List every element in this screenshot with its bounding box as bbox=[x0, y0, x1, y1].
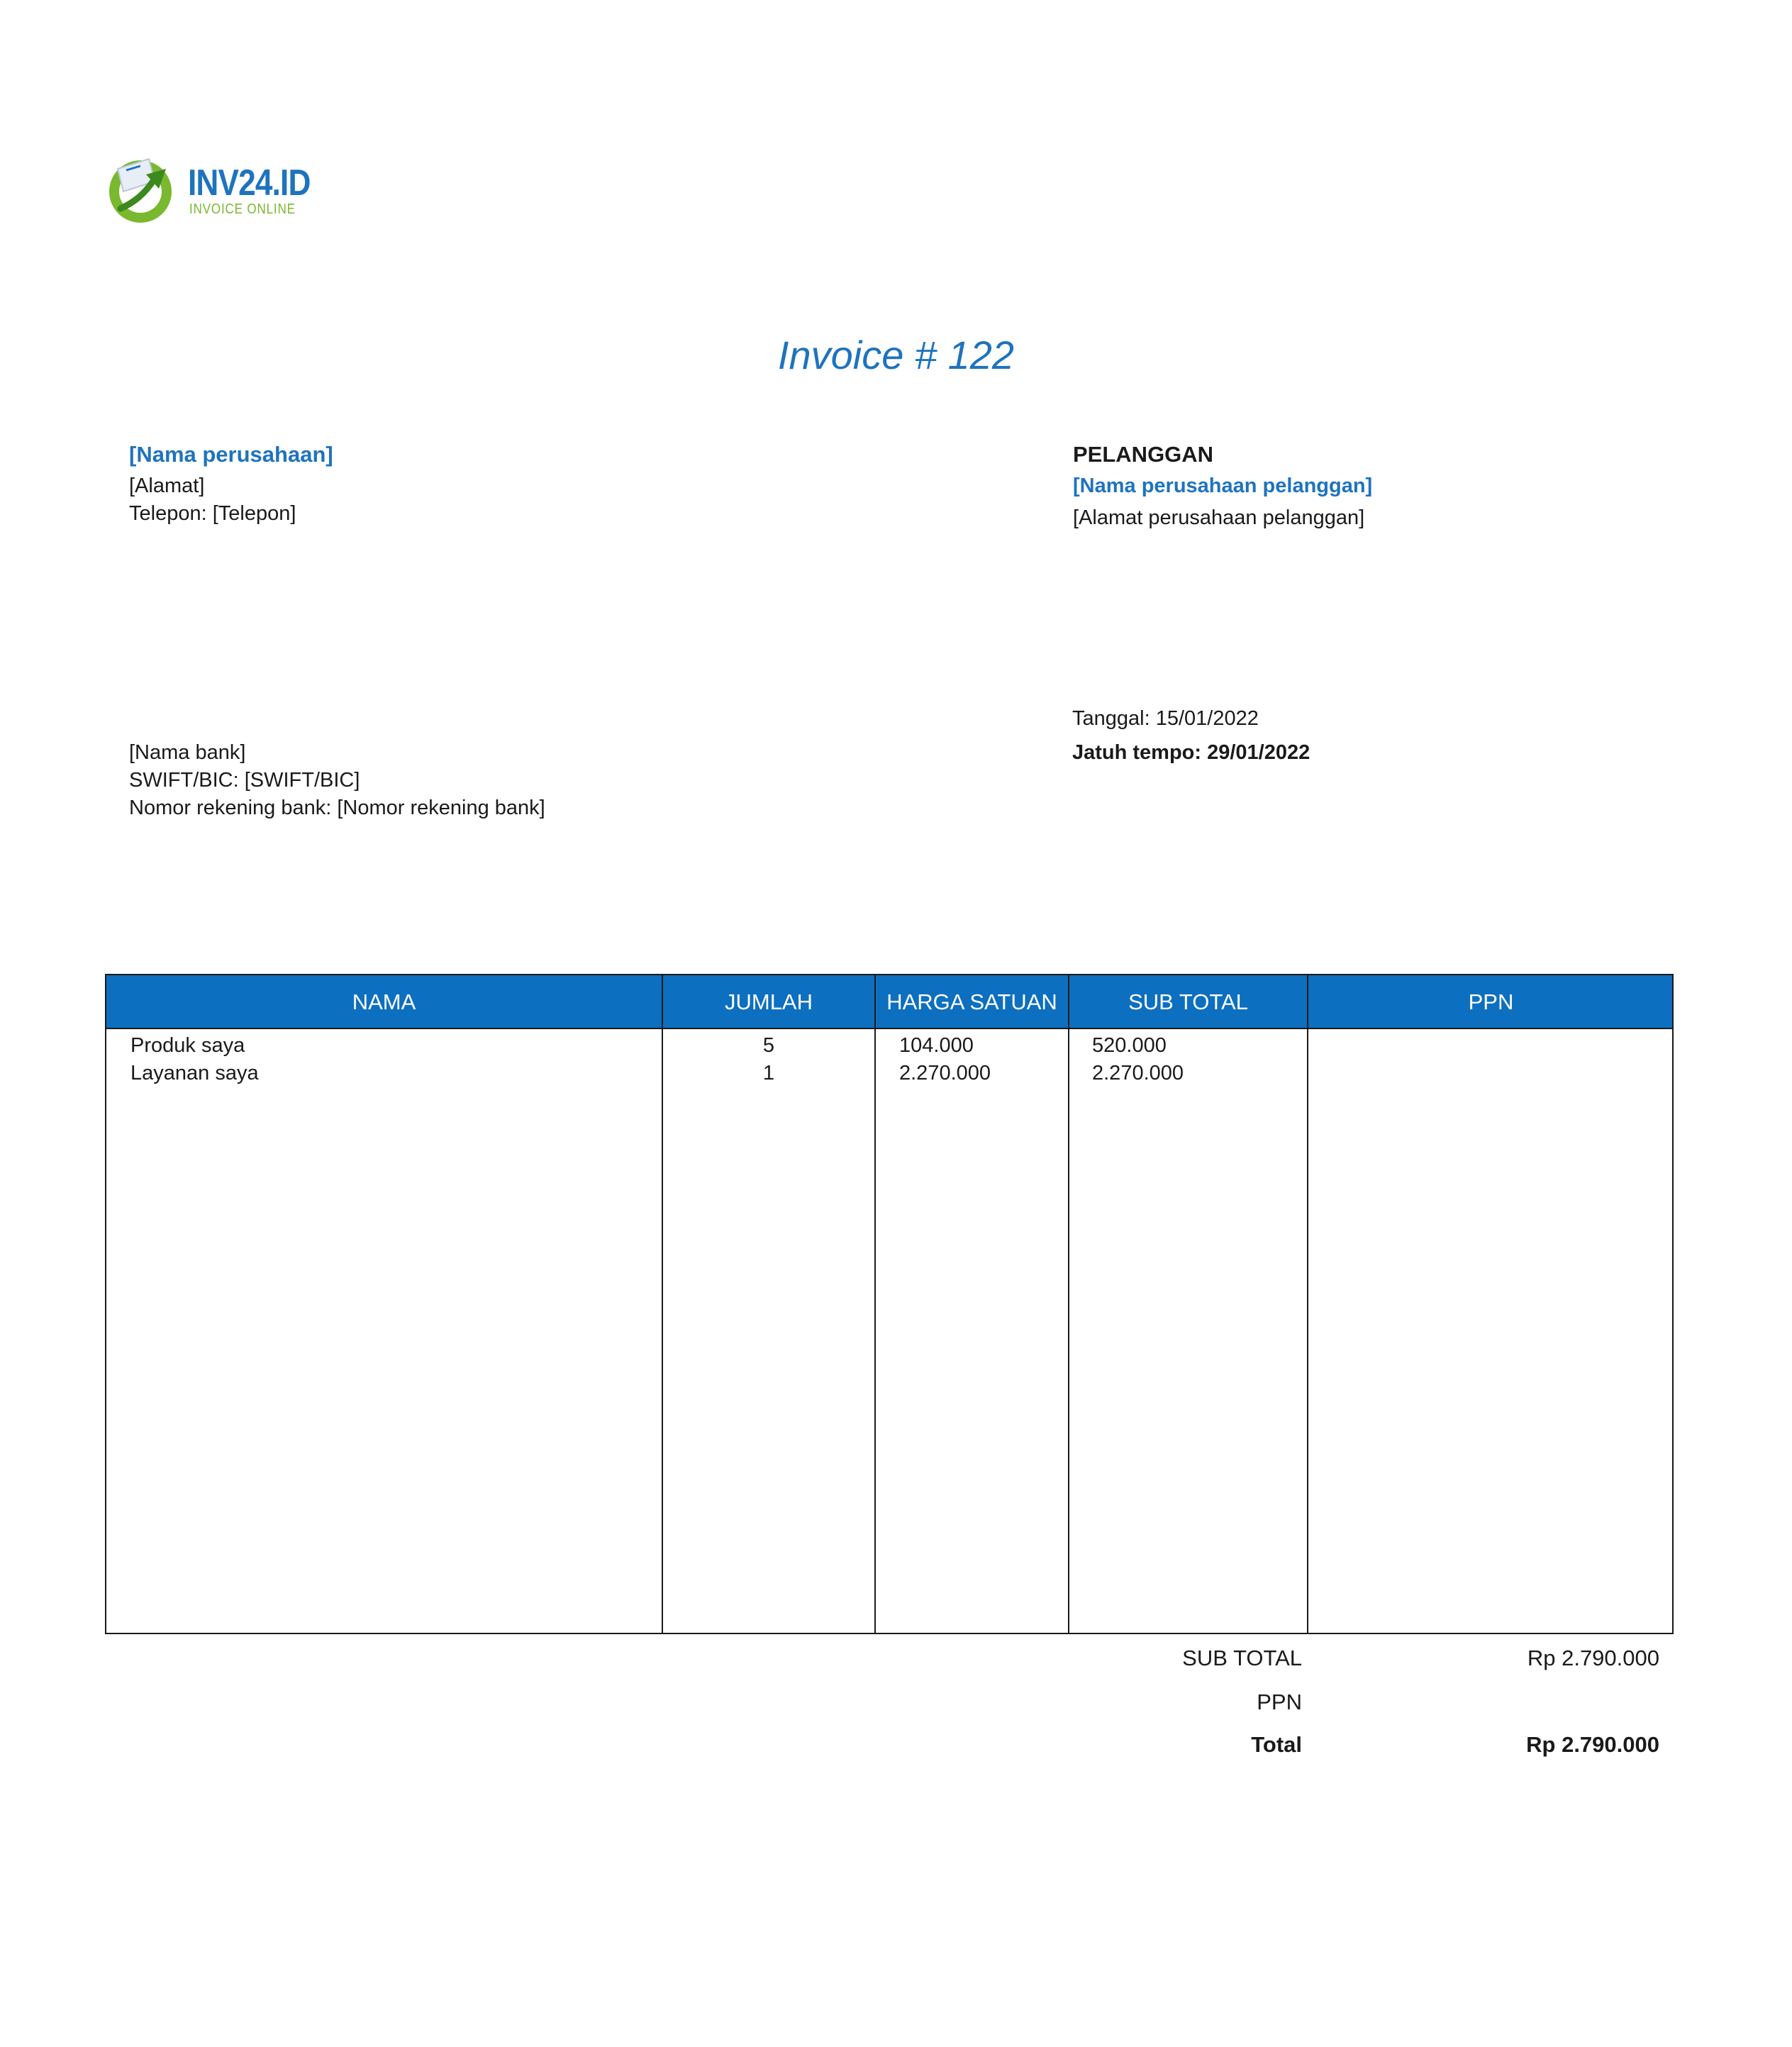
subtotal-label: SUB TOTAL bbox=[1182, 1646, 1302, 1670]
column-header-jumlah: JUMLAH bbox=[724, 989, 813, 1014]
invoice-due-date: Jatuh tempo: 29/01/2022 bbox=[1072, 741, 1310, 764]
column-header-nama: NAMA bbox=[352, 989, 416, 1014]
item-subtotal: 520.000 bbox=[1092, 1034, 1167, 1057]
items-table bbox=[105, 974, 1674, 1634]
item-subtotal: 2.270.000 bbox=[1092, 1062, 1184, 1084]
items-table-header bbox=[106, 975, 1672, 1029]
column-divider bbox=[874, 975, 876, 1633]
customer-address: [Alamat perusahaan pelanggan] bbox=[1073, 506, 1365, 529]
invoice-title: Invoice # 122 bbox=[777, 333, 1015, 377]
column-header-ppn: PPN bbox=[1468, 989, 1514, 1014]
logo-tagline: INVOICE ONLINE bbox=[189, 201, 296, 217]
column-divider bbox=[1307, 975, 1308, 1633]
item-name: Layanan saya bbox=[130, 1062, 259, 1084]
item-name: Produk saya bbox=[130, 1034, 245, 1057]
item-unit-price: 104.000 bbox=[899, 1034, 974, 1057]
item-quantity: 1 bbox=[762, 1062, 775, 1084]
column-divider bbox=[1068, 975, 1069, 1633]
item-quantity: 5 bbox=[762, 1034, 775, 1057]
column-header-harga-satuan: HARGA SATUAN bbox=[886, 989, 1057, 1014]
company-logo bbox=[105, 150, 318, 228]
bank-swift: SWIFT/BIC: [SWIFT/BIC] bbox=[129, 769, 360, 792]
customer-company-name: [Nama perusahaan pelanggan] bbox=[1073, 475, 1373, 497]
subtotal-value: Rp 2.790.000 bbox=[1527, 1646, 1659, 1670]
invoice-date: Tanggal: 15/01/2022 bbox=[1072, 707, 1259, 730]
bank-account-number: Nomor rekening bank: [Nomor rekening bank] bbox=[129, 797, 545, 819]
total-value: Rp 2.790.000 bbox=[1526, 1732, 1659, 1757]
seller-phone: Telepon: [Telepon] bbox=[129, 502, 296, 525]
logo-emblem-icon bbox=[105, 153, 182, 224]
seller-company-name: [Nama perusahaan] bbox=[129, 442, 333, 467]
item-unit-price: 2.270.000 bbox=[899, 1062, 991, 1084]
tax-label: PPN bbox=[1257, 1690, 1302, 1714]
bank-name: [Nama bank] bbox=[129, 741, 246, 764]
customer-heading: PELANGGAN bbox=[1073, 442, 1214, 467]
logo-wordmark: INV24.ID bbox=[188, 162, 311, 204]
column-header-sub-total: SUB TOTAL bbox=[1128, 989, 1248, 1014]
total-label: Total bbox=[1251, 1732, 1302, 1757]
seller-address: [Alamat] bbox=[129, 475, 205, 497]
